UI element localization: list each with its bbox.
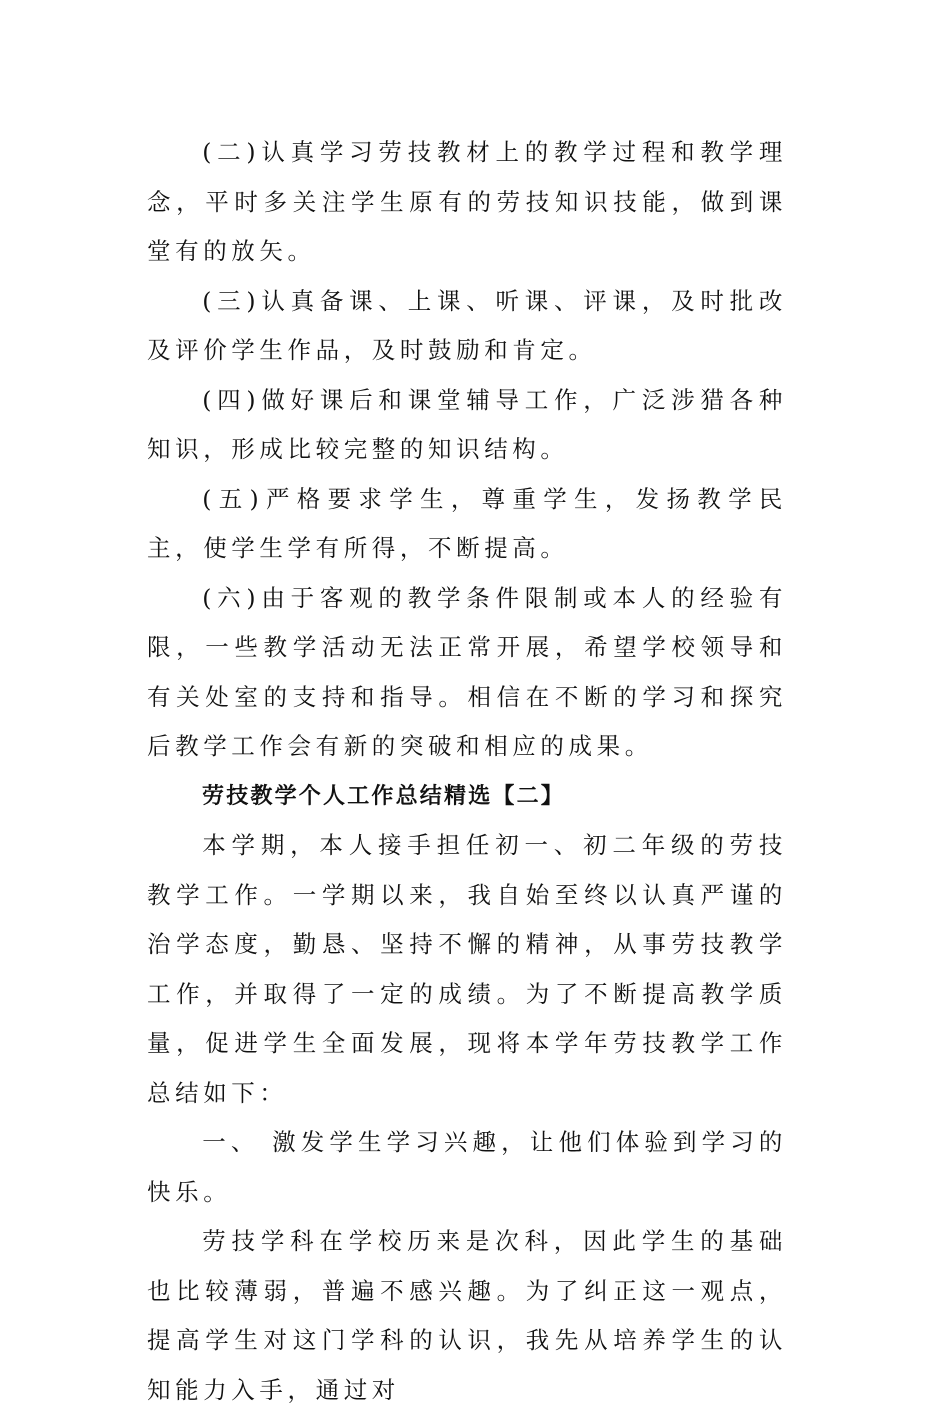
paragraph-item-six: (六)由于客观的教学条件限制或本人的经验有限，一些教学活动无法正常开展，希望学校领导和有关处室的支持和指导。相信在不断的学习和探究后教学工作会有新的突破和相应的成果。 bbox=[147, 583, 787, 760]
section-point-one: 一、 激发学生学习兴趣，让他们体验到学习的快乐。 bbox=[147, 1128, 787, 1206]
document-body bbox=[147, 128, 787, 1415]
section-heading: 劳技教学个人工作总结精选【二】 bbox=[202, 783, 566, 809]
paragraph-item-five: (五)严格要求学生，尊重学生，发扬教学民主，使学生学有所得，不断提高。 bbox=[147, 484, 787, 562]
paragraph-item-two: (二)认真学习劳技教材上的教学过程和教学理念，平时多关注学生原有的劳技知识技能，做到课堂有的放矢。 bbox=[147, 138, 787, 265]
paragraph-item-four: (四)做好课后和课堂辅导工作，广泛涉猎各种知识，形成比较完整的知识结构。 bbox=[147, 385, 787, 463]
paragraph-intro: 本学期，本人接手担任初一、初二年级的劳技教学工作。一学期以来，我自始至终以认真严谨的治学态度，勤恳、坚持不懈的精神，从事劳技教学工作，并取得了一定的成绩。为了不断提高教学质量，促进学生全面发展，现将本学年劳技教学工作总结如下： bbox=[147, 831, 787, 1107]
paragraph-item-three: (三)认真备课、上课、听课、评课，及时批改及评价学生作品，及时鼓励和肯定。 bbox=[147, 286, 787, 364]
paragraph-body: 劳技学科在学校历来是次科，因此学生的基础也比较薄弱，普遍不感兴趣。为了纠正这一观点，提高学生对这门学科的认识，我先从培养学生的认知能力入手，通过对 bbox=[147, 1227, 787, 1404]
